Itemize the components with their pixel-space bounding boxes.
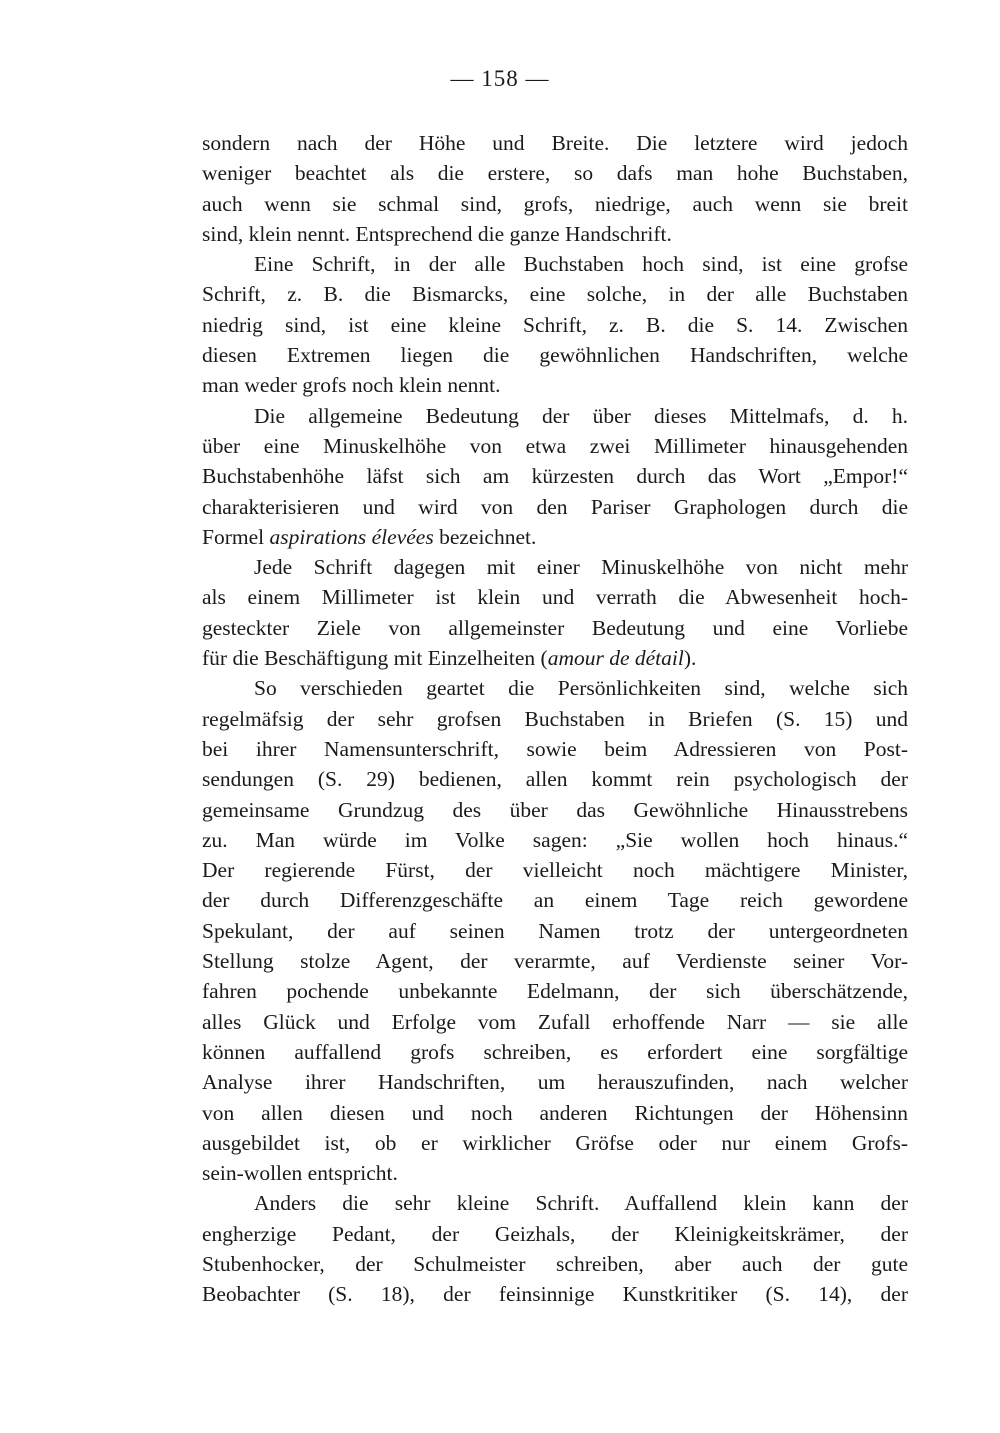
- text-line-content: weniger beachtet als die erstere, so dafs man hohe Buchstaben,: [202, 161, 908, 186]
- text-line-content: gemeinsame Grundzug des über das Gewöhnliche Hinausstrebens: [202, 797, 908, 822]
- text-line: [202, 431, 908, 461]
- text-line: [202, 643, 908, 673]
- text-line-content: Buchstabenhöhe läfst sich am kürzesten durch das Wort „Empor!“: [202, 464, 908, 489]
- text-line: [202, 1067, 908, 1097]
- text-line: [202, 704, 908, 734]
- text-line: [202, 1037, 908, 1067]
- text-line: [202, 1098, 908, 1128]
- text-line: [202, 370, 908, 400]
- text-line-content: der durch Differenzgeschäfte an einem Tage reich gewordene: [202, 888, 908, 913]
- text-line-content: charakterisieren und wird von den Pariser Graphologen durch die: [202, 494, 908, 519]
- text-line: [202, 1219, 908, 1249]
- text-line: [202, 219, 908, 249]
- text-line-content: Eine Schrift, in der alle Buchstaben hoch sind, ist eine grofse: [254, 252, 908, 277]
- text-line-content: Der regierende Fürst, der vielleicht noch mächtigere Minister,: [202, 858, 908, 883]
- text-line-content: Anders die sehr kleine Schrift. Auffallend klein kann der: [254, 1191, 908, 1216]
- text-line-content: Formel: [202, 524, 270, 549]
- italic-phrase: aspirations élevées: [269, 524, 434, 549]
- text-line-content: über eine Minuskelhöhe von etwa zwei Millimeter hinausgehenden: [202, 433, 908, 458]
- text-line-content: sind, klein nennt. Entsprechend die ganze Handschrift.: [202, 221, 672, 246]
- text-line: [202, 1128, 908, 1158]
- italic-phrase: amour de détail: [547, 646, 684, 671]
- text-line-content: ausgebildet ist, ob er wirklicher Gröfse oder nur einem Grofs-: [202, 1130, 908, 1155]
- text-line-content: fahren pochende unbekannte Edelmann, der sich überschätzende,: [202, 979, 908, 1004]
- text-line: [202, 310, 908, 340]
- text-line-content: als einem Millimeter ist klein und verrath die Abwesenheit hoch-: [202, 585, 908, 610]
- text-line-content: Beobachter (S. 18), der feinsinnige Kunstkritiker (S. 14), der: [202, 1282, 908, 1307]
- text-line-content: engherzige Pedant, der Geizhals, der Kleinigkeitskrämer, der: [202, 1221, 908, 1246]
- text-line: [202, 825, 908, 855]
- text-line-content: bei ihrer Namensunterschrift, sowie beim Adressieren von Post-: [202, 736, 908, 761]
- text-line: [202, 522, 908, 552]
- text-line: [202, 249, 908, 279]
- text-line-content: von allen diesen und noch anderen Richtungen der Höhensinn: [202, 1100, 908, 1125]
- text-line: [202, 946, 908, 976]
- text-line-content: Stellung stolze Agent, der verarmte, auf Verdienste seiner Vor-: [202, 949, 908, 974]
- text-line: [202, 461, 908, 491]
- text-line-content: Spekulant, der auf seinen Namen trotz der untergeordneten: [202, 918, 908, 943]
- text-line: [202, 976, 908, 1006]
- text-line: [202, 1249, 908, 1279]
- text-line-tail: bezeichnet.: [433, 524, 537, 549]
- text-line-tail: ).: [683, 646, 697, 671]
- text-line-content: Die allgemeine Bedeutung der über dieses Mittelmafs, d. h.: [254, 403, 908, 428]
- text-line-content: für die Beschäftigung mit Einzelheiten (: [202, 646, 548, 671]
- text-line: [202, 916, 908, 946]
- text-line-content: alles Glück und Erfolge vom Zufall erhoffende Narr — sie alle: [202, 1009, 908, 1034]
- text-line: [202, 1279, 908, 1309]
- text-line-content: sendungen (S. 29) bedienen, allen kommt rein psychologisch der: [202, 767, 908, 792]
- text-line: [202, 885, 908, 915]
- text-line-content: diesen Extremen liegen die gewöhnlichen Handschriften, welche: [202, 343, 908, 368]
- text-line: [202, 613, 908, 643]
- text-line-content: So verschieden geartet die Persönlichkeiten sind, welche sich: [254, 676, 908, 701]
- text-line: [202, 764, 908, 794]
- text-line-content: Schrift, z. B. die Bismarcks, eine solche, in der alle Buchstaben: [202, 282, 908, 307]
- text-line: [202, 158, 908, 188]
- text-line-content: regelmäfsig der sehr grofsen Buchstaben in Briefen (S. 15) und: [202, 706, 908, 731]
- text-line: [202, 582, 908, 612]
- text-line-content: auch wenn sie schmal sind, grofs, niedrige, auch wenn sie breit: [202, 191, 908, 216]
- text-line: [202, 340, 908, 370]
- body-text: [202, 128, 908, 1310]
- text-line: [202, 1188, 908, 1218]
- text-line-content: Jede Schrift dagegen mit einer Minuskelhöhe von nicht mehr: [254, 555, 908, 580]
- page-number: — 158 —: [450, 66, 550, 91]
- text-line: [202, 401, 908, 431]
- text-line-content: man weder grofs noch klein nennt.: [202, 373, 501, 398]
- text-line: [202, 492, 908, 522]
- text-line: [202, 552, 908, 582]
- text-line: [202, 128, 908, 158]
- text-line-content: niedrig sind, ist eine kleine Schrift, z. B. die S. 14. Zwischen: [202, 312, 908, 337]
- text-line-content: zu. Man würde im Volke sagen: „Sie wollen hoch hinaus.“: [202, 827, 908, 852]
- text-line: [202, 795, 908, 825]
- text-line: [202, 1158, 908, 1188]
- text-line-content: Stubenhocker, der Schulmeister schreiben, aber auch der gute: [202, 1251, 908, 1276]
- text-line: [202, 673, 908, 703]
- text-line-content: Analyse ihrer Handschriften, um herauszufinden, nach welcher: [202, 1070, 908, 1095]
- text-line: [202, 855, 908, 885]
- text-line-content: gesteckter Ziele von allgemeinster Bedeutung und eine Vorliebe: [202, 615, 908, 640]
- text-line-content: können auffallend grofs schreiben, es erfordert eine sorgfältige: [202, 1039, 908, 1064]
- text-line-content: sein-wollen entspricht.: [202, 1161, 398, 1186]
- text-line: [202, 189, 908, 219]
- text-line-content: sondern nach der Höhe und Breite. Die letztere wird jedoch: [202, 131, 908, 155]
- text-line: [202, 1007, 908, 1037]
- text-line: [202, 734, 908, 764]
- text-line: [202, 279, 908, 309]
